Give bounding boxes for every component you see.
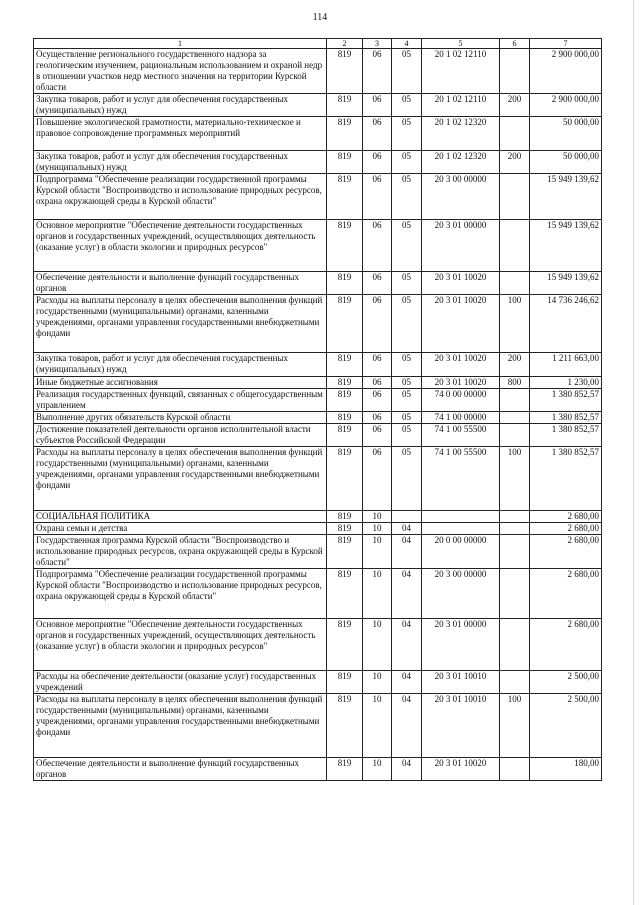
amount-cell: 1 380 852,57 (530, 447, 602, 511)
table-row (34, 295, 602, 353)
section-code-cell: 06 (363, 117, 392, 151)
row-name-cell: Закупка товаров, работ и услуг для обеспечения государственных (муниципальных) нужд (34, 94, 327, 117)
subsection-code-cell: 05 (392, 447, 422, 511)
row-name-cell: Закупка товаров, работ и услуг для обеспечения государственных (муниципальных) нужд (34, 151, 327, 174)
section-code-cell: 10 (363, 523, 392, 535)
table-row (34, 694, 602, 758)
ministry-code-cell: 819 (327, 523, 363, 535)
table-row (34, 671, 602, 694)
table-row (34, 49, 602, 94)
subsection-code-cell: 04 (392, 619, 422, 671)
subsection-code-cell: 05 (392, 353, 422, 377)
subsection-code-cell: 05 (392, 389, 422, 412)
table-row (34, 424, 602, 447)
ministry-code-cell: 819 (327, 511, 363, 523)
amount-cell: 180,00 (530, 758, 602, 781)
row-name-cell: Расходы на выплаты персоналу в целях обеспечения выполнения функций государственными (муниципальными) органами, казенными учреждениями, органами управления государственными внебюджетными фондами (34, 694, 327, 758)
amount-cell: 2 680,00 (530, 511, 602, 523)
expense-type-cell (500, 272, 530, 295)
expense-type-cell (500, 511, 530, 523)
subsection-code-cell: 05 (392, 412, 422, 424)
target-article-cell: 20 3 01 00000 (422, 220, 500, 272)
amount-cell: 1 380 852,57 (530, 424, 602, 447)
expense-type-cell: 100 (500, 694, 530, 758)
amount-cell: 14 736 246,62 (530, 295, 602, 353)
table-header-row (34, 39, 602, 49)
amount-cell: 1 211 663,00 (530, 353, 602, 377)
target-article-cell: 20 0 00 00000 (422, 535, 500, 569)
ministry-code-cell: 819 (327, 694, 363, 758)
expense-type-cell (500, 49, 530, 94)
table-row (34, 94, 602, 117)
section-code-cell: 10 (363, 619, 392, 671)
amount-cell: 1 380 852,57 (530, 389, 602, 412)
amount-cell: 2 900 000,00 (530, 94, 602, 117)
subsection-code-cell: 04 (392, 523, 422, 535)
subsection-code-cell: 05 (392, 117, 422, 151)
expense-type-cell (500, 619, 530, 671)
row-name-cell: Основное мероприятие "Обеспечение деятельности государственных органов и государственных учреждений, осуществляющих деятельность (оказание услуг) в области экологии и природных ресурсов" (34, 619, 327, 671)
ministry-code-cell: 819 (327, 117, 363, 151)
target-article-cell: 20 3 01 10010 (422, 694, 500, 758)
expense-type-cell (500, 535, 530, 569)
table-row (34, 151, 602, 174)
table-row (34, 447, 602, 511)
column-header: 1 (34, 39, 327, 49)
subsection-code-cell: 05 (392, 174, 422, 220)
ministry-code-cell: 819 (327, 569, 363, 619)
ministry-code-cell: 819 (327, 389, 363, 412)
amount-cell: 50 000,00 (530, 151, 602, 174)
column-header: 2 (327, 39, 363, 49)
target-article-cell: 20 3 01 10020 (422, 295, 500, 353)
target-article-cell: 74 1 00 55500 (422, 424, 500, 447)
table-row (34, 523, 602, 535)
subsection-code-cell: 05 (392, 49, 422, 94)
ministry-code-cell: 819 (327, 412, 363, 424)
subsection-code-cell (392, 511, 422, 523)
amount-cell: 1 230,00 (530, 377, 602, 389)
section-code-cell: 06 (363, 377, 392, 389)
ministry-code-cell: 819 (327, 220, 363, 272)
section-code-cell: 06 (363, 94, 392, 117)
target-article-cell (422, 523, 500, 535)
section-code-cell: 06 (363, 220, 392, 272)
row-name-cell: Достижение показателей деятельности органов исполнительной власти субъектов Российской Федерации (34, 424, 327, 447)
table-row (34, 511, 602, 523)
target-article-cell: 20 3 01 10020 (422, 353, 500, 377)
ministry-code-cell: 819 (327, 447, 363, 511)
target-article-cell: 20 1 02 12320 (422, 117, 500, 151)
section-code-cell: 06 (363, 412, 392, 424)
amount-cell: 2 500,00 (530, 671, 602, 694)
row-name-cell: Подпрограмма "Обеспечение реализации государственной программы Курской области "Воспроизводство и использование природных ресурсов, охрана окружающей среды в Курской области" (34, 569, 327, 619)
column-header: 4 (392, 39, 422, 49)
subsection-code-cell: 05 (392, 424, 422, 447)
section-code-cell: 06 (363, 353, 392, 377)
page-number: 114 (312, 12, 328, 23)
subsection-code-cell: 05 (392, 220, 422, 272)
column-header: 3 (363, 39, 392, 49)
table-row (34, 377, 602, 389)
expense-type-cell (500, 671, 530, 694)
row-name-cell: Обеспечение деятельности и выполнение функций государственных органов (34, 758, 327, 781)
amount-cell: 15 949 139,62 (530, 220, 602, 272)
section-code-cell: 06 (363, 151, 392, 174)
amount-cell: 2 500,00 (530, 694, 602, 758)
expense-type-cell (500, 174, 530, 220)
subsection-code-cell: 04 (392, 569, 422, 619)
amount-cell: 2 900 000,00 (530, 49, 602, 94)
ministry-code-cell: 819 (327, 295, 363, 353)
subsection-code-cell: 05 (392, 295, 422, 353)
column-header: 7 (530, 39, 602, 49)
target-article-cell: 74 0 00 00000 (422, 389, 500, 412)
ministry-code-cell: 819 (327, 94, 363, 117)
subsection-code-cell: 04 (392, 671, 422, 694)
row-name-cell: Охрана семьи и детства (34, 523, 327, 535)
expense-type-cell (500, 523, 530, 535)
column-header: 5 (422, 39, 500, 49)
row-name-cell: Основное мероприятие "Обеспечение деятельности государственных органов и государственных учреждений, осуществляющих деятельность (оказание услуг) в области экологии и природных ресурсов" (34, 220, 327, 272)
section-code-cell: 06 (363, 389, 392, 412)
budget-table (33, 38, 602, 781)
table-row (34, 353, 602, 377)
expense-type-cell (500, 569, 530, 619)
table-row (34, 389, 602, 412)
row-name-cell: Выполнение других обязательств Курской области (34, 412, 327, 424)
target-article-cell: 20 3 00 00000 (422, 569, 500, 619)
row-name-cell: СОЦИАЛЬНАЯ ПОЛИТИКА (34, 511, 327, 523)
expense-type-cell (500, 389, 530, 412)
section-code-cell: 06 (363, 424, 392, 447)
subsection-code-cell: 05 (392, 272, 422, 295)
expense-type-cell: 200 (500, 151, 530, 174)
row-name-cell: Государственная программа Курской области "Воспроизводство и использование природных ресурсов, охрана окружающей среды в Курской области" (34, 535, 327, 569)
amount-cell: 2 680,00 (530, 619, 602, 671)
target-article-cell: 20 3 01 00000 (422, 619, 500, 671)
subsection-code-cell: 05 (392, 377, 422, 389)
expense-type-cell (500, 412, 530, 424)
amount-cell: 1 380 852,57 (530, 412, 602, 424)
column-header: 6 (500, 39, 530, 49)
table-row (34, 174, 602, 220)
target-article-cell: 74 1 00 55500 (422, 447, 500, 511)
section-code-cell: 10 (363, 535, 392, 569)
target-article-cell: 20 3 01 10020 (422, 377, 500, 389)
expense-type-cell (500, 424, 530, 447)
scan-edge-line (633, 0, 634, 905)
ministry-code-cell: 819 (327, 151, 363, 174)
row-name-cell: Обеспечение деятельности и выполнение функций государственных органов (34, 272, 327, 295)
row-name-cell: Реализация государственных функций, связанных с общегосударственным управлением (34, 389, 327, 412)
target-article-cell: 20 3 00 00000 (422, 174, 500, 220)
target-article-cell (422, 511, 500, 523)
amount-cell: 15 949 139,62 (530, 272, 602, 295)
section-code-cell: 10 (363, 671, 392, 694)
subsection-code-cell: 05 (392, 94, 422, 117)
target-article-cell: 20 3 01 10020 (422, 758, 500, 781)
section-code-cell: 06 (363, 295, 392, 353)
amount-cell: 15 949 139,62 (530, 174, 602, 220)
subsection-code-cell: 04 (392, 535, 422, 569)
row-name-cell: Осуществление регионального государственного надзора за геологическим изучением, рациональным использованием и охраной недр в отношении участков недр местного значения на территории Курской области (34, 49, 327, 94)
table-row (34, 569, 602, 619)
ministry-code-cell: 819 (327, 353, 363, 377)
ministry-code-cell: 819 (327, 272, 363, 295)
table-row (34, 117, 602, 151)
row-name-cell: Подпрограмма "Обеспечение реализации государственной программы Курской области "Воспроизводство и использование природных ресурсов, охрана окружающей среды в Курской области" (34, 174, 327, 220)
ministry-code-cell: 819 (327, 671, 363, 694)
ministry-code-cell: 819 (327, 424, 363, 447)
section-code-cell: 06 (363, 174, 392, 220)
ministry-code-cell: 819 (327, 535, 363, 569)
expense-type-cell: 800 (500, 377, 530, 389)
expense-type-cell (500, 220, 530, 272)
target-article-cell: 20 1 02 12110 (422, 49, 500, 94)
row-name-cell: Расходы на обеспечение деятельности (оказание услуг) государственных учреждений (34, 671, 327, 694)
amount-cell: 2 680,00 (530, 523, 602, 535)
expense-type-cell (500, 117, 530, 151)
target-article-cell: 20 1 02 12320 (422, 151, 500, 174)
table-row (34, 272, 602, 295)
subsection-code-cell: 05 (392, 151, 422, 174)
section-code-cell: 10 (363, 694, 392, 758)
section-code-cell: 06 (363, 447, 392, 511)
table-row (34, 412, 602, 424)
table-row (34, 758, 602, 781)
target-article-cell: 74 1 00 00000 (422, 412, 500, 424)
row-name-cell: Закупка товаров, работ и услуг для обеспечения государственных (муниципальных) нужд (34, 353, 327, 377)
target-article-cell: 20 3 01 10020 (422, 272, 500, 295)
amount-cell: 2 680,00 (530, 569, 602, 619)
table-row (34, 220, 602, 272)
ministry-code-cell: 819 (327, 758, 363, 781)
target-article-cell: 20 3 01 10010 (422, 671, 500, 694)
row-name-cell: Расходы на выплаты персоналу в целях обеспечения выполнения функций государственными (муниципальными) органами, казенными учреждениями, органами управления государственными внебюджетными фондами (34, 295, 327, 353)
subsection-code-cell: 04 (392, 694, 422, 758)
ministry-code-cell: 819 (327, 619, 363, 671)
ministry-code-cell: 819 (327, 174, 363, 220)
table-row (34, 619, 602, 671)
ministry-code-cell: 819 (327, 49, 363, 94)
amount-cell: 2 680,00 (530, 535, 602, 569)
section-code-cell: 10 (363, 511, 392, 523)
expense-type-cell: 200 (500, 353, 530, 377)
row-name-cell: Повышение экологической грамотности, материально-техническое и правовое сопровождение программных мероприятий (34, 117, 327, 151)
section-code-cell: 10 (363, 758, 392, 781)
expense-type-cell: 100 (500, 295, 530, 353)
row-name-cell: Иные бюджетные ассигнования (34, 377, 327, 389)
expense-type-cell: 200 (500, 94, 530, 117)
ministry-code-cell: 819 (327, 377, 363, 389)
expense-type-cell (500, 758, 530, 781)
section-code-cell: 10 (363, 569, 392, 619)
section-code-cell: 06 (363, 272, 392, 295)
table-row (34, 535, 602, 569)
target-article-cell: 20 1 02 12110 (422, 94, 500, 117)
amount-cell: 50 000,00 (530, 117, 602, 151)
row-name-cell: Расходы на выплаты персоналу в целях обеспечения выполнения функций государственными (муниципальными) органами, казенными учреждениями, органами управления государственными внебюджетными фондами (34, 447, 327, 511)
subsection-code-cell: 04 (392, 758, 422, 781)
section-code-cell: 06 (363, 49, 392, 94)
expense-type-cell: 100 (500, 447, 530, 511)
